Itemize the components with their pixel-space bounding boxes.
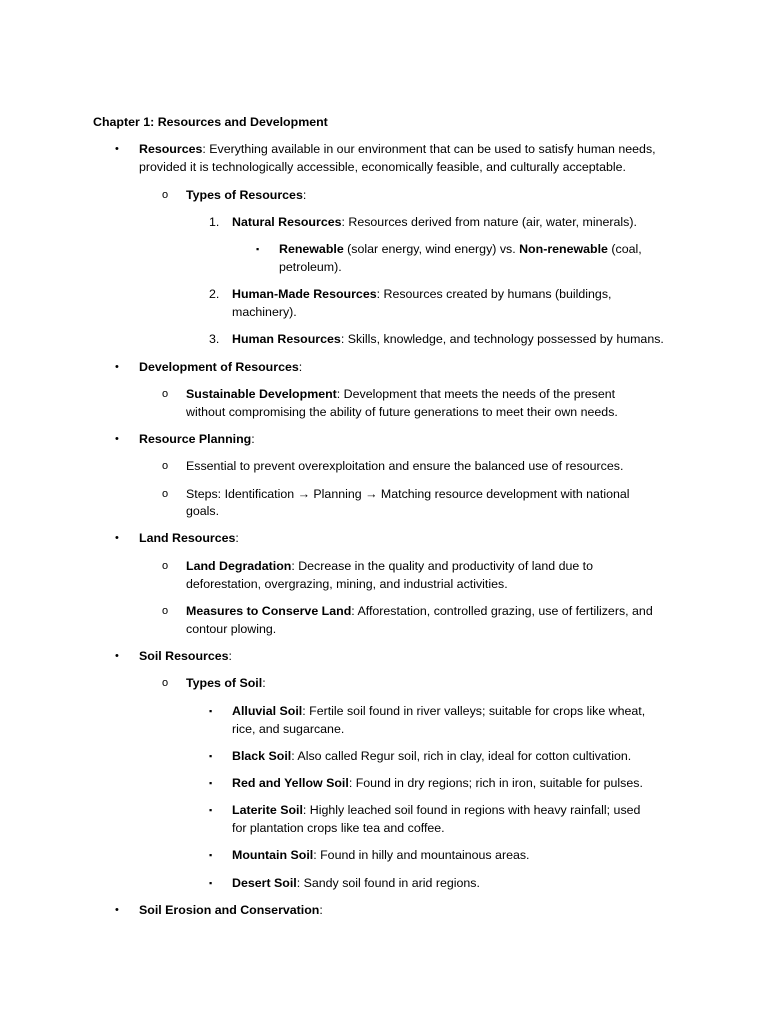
colon: :	[228, 649, 232, 663]
term-desert-soil: Desert Soil	[232, 876, 297, 890]
definition-text: : Resources derived from nature (air, water, minerals).	[341, 215, 637, 229]
list-item-land-degradation	[186, 558, 593, 576]
term-land-degradation: Land Degradation	[186, 559, 292, 573]
list-item-laterite-soil	[232, 802, 640, 820]
term-laterite-soil: Laterite Soil	[232, 803, 303, 817]
definition-text: : Everything available in our environment that can be used to satisfy human needs,	[202, 142, 656, 156]
list-item-natural-resources	[232, 214, 637, 232]
term-natural-resources: Natural Resources	[232, 215, 342, 229]
list-item-alluvial-soil	[232, 703, 645, 721]
definition-continuation: machinery).	[232, 305, 297, 319]
list-item-essential: Essential to prevent overexploitation and ensure the balanced use of resources.	[186, 459, 624, 473]
list-item-sustainable-development	[186, 386, 615, 404]
term-conserve-land: Measures to Conserve Land	[186, 604, 352, 618]
definition-continuation: without compromising the ability of future generations to meet their own needs.	[186, 405, 618, 419]
list-item-black-soil	[232, 748, 631, 766]
bullet-marker: •	[115, 143, 119, 155]
definition-text: : Also called Regur soil, rich in clay, ideal for cotton cultivation.	[291, 749, 632, 763]
bullet-marker: •	[115, 650, 119, 662]
definition-text: : Found in hilly and mountainous areas.	[313, 848, 530, 862]
circle-marker: o	[162, 488, 169, 500]
term-development: Development of Resources	[139, 360, 299, 374]
term-black-soil: Black Soil	[232, 749, 292, 763]
definition-text: (coal,	[607, 242, 642, 256]
square-marker: ▪	[256, 244, 260, 254]
bullet-marker: •	[115, 433, 119, 445]
colon: :	[319, 903, 323, 917]
term-types-of-resources: Types of Resources	[186, 188, 303, 202]
bullet-marker: •	[115, 532, 119, 544]
term-red-yellow-soil: Red and Yellow Soil	[232, 776, 349, 790]
list-item-conserve-land	[186, 603, 653, 621]
list-item-human-made-resources	[232, 286, 611, 304]
definition-continuation: provided it is technologically accessible, economically feasible, and culturally acceptable.	[139, 160, 626, 174]
definition-text: : Sandy soil found in arid regions.	[296, 876, 480, 890]
square-marker: ▪	[209, 778, 213, 788]
term-soil-erosion: Soil Erosion and Conservation	[139, 903, 320, 917]
colon: :	[302, 188, 307, 202]
list-item-desert-soil	[232, 875, 480, 893]
definition-continuation: for plantation crops like tea and coffee.	[232, 821, 445, 835]
term-human-resources: Human Resources	[232, 332, 341, 346]
term-resources: Resources	[139, 142, 203, 156]
list-item-mountain-soil	[232, 847, 530, 865]
list-item-types-of-soil	[186, 675, 266, 693]
list-item-soil-erosion	[139, 902, 323, 920]
definition-continuation: contour plowing.	[186, 622, 277, 636]
definition-continuation: rice, and sugarcane.	[232, 722, 345, 736]
circle-marker: o	[162, 460, 169, 472]
term-non-renewable: Non-renewable	[519, 242, 608, 256]
definition-text: : Decrease in the quality and productivity of land due to	[291, 559, 594, 573]
term-human-made-resources: Human-Made Resources	[232, 287, 377, 301]
circle-marker: o	[162, 560, 169, 572]
definition-text: : Found in dry regions; rich in iron, suitable for pulses.	[348, 776, 643, 790]
colon: :	[262, 676, 266, 690]
term-soil-resources: Soil Resources	[139, 649, 229, 663]
bullet-marker: •	[115, 904, 119, 916]
list-item-steps: Steps: Identification → Planning → Matching resource development with national	[186, 487, 630, 501]
square-marker: ▪	[209, 850, 213, 860]
colon: :	[298, 360, 303, 374]
term-land-resources: Land Resources	[139, 531, 236, 545]
term-mountain-soil: Mountain Soil	[232, 848, 314, 862]
definition-text: : Development that meets the needs of the present	[336, 387, 616, 401]
list-item-land-resources	[139, 530, 239, 548]
circle-marker: o	[162, 388, 169, 400]
square-marker: ▪	[209, 751, 213, 761]
term-renewable: Renewable	[279, 242, 344, 256]
number-marker-1: 1.	[209, 215, 220, 229]
number-marker-2: 2.	[209, 287, 220, 301]
list-item-development	[139, 359, 302, 377]
term-sustainable-development: Sustainable Development	[186, 387, 337, 401]
definition-text: : Highly leached soil found in regions with heavy rainfall; used	[302, 803, 641, 817]
colon: :	[235, 531, 239, 545]
definition-text: : Afforestation, controlled grazing, use of fertilizers, and	[351, 604, 653, 618]
list-item-resources	[139, 141, 656, 159]
list-item-human-resources	[232, 331, 664, 349]
number-marker-3: 3.	[209, 332, 220, 346]
square-marker: ▪	[209, 805, 213, 815]
definition-text: : Skills, knowledge, and technology possessed by humans.	[340, 332, 664, 346]
definition-text: (solar energy, wind energy) vs.	[343, 242, 520, 256]
square-marker: ▪	[209, 878, 213, 888]
term-resource-planning: Resource Planning	[139, 432, 252, 446]
definition-continuation: petroleum).	[279, 260, 342, 274]
list-item-soil-resources	[139, 648, 232, 666]
definition-text: : Fertile soil found in river valleys; suitable for crops like wheat,	[302, 704, 646, 718]
list-item-types-of-resources	[186, 187, 306, 205]
circle-marker: o	[162, 189, 169, 201]
list-item-renewable	[279, 241, 642, 259]
chapter-heading: Chapter 1: Resources and Development	[93, 115, 328, 129]
term-types-of-soil: Types of Soil	[186, 676, 263, 690]
square-marker: ▪	[209, 706, 213, 716]
list-item-red-yellow-soil	[232, 775, 643, 793]
circle-marker: o	[162, 605, 169, 617]
bullet-marker: •	[115, 361, 119, 373]
term-alluvial-soil: Alluvial Soil	[232, 704, 303, 718]
definition-continuation: deforestation, overgrazing, mining, and industrial activities.	[186, 577, 508, 591]
definition-continuation: goals.	[186, 504, 220, 518]
list-item-resource-planning	[139, 431, 255, 449]
colon: :	[251, 432, 255, 446]
definition-text: : Resources created by humans (buildings,	[376, 287, 612, 301]
circle-marker: o	[162, 677, 169, 689]
